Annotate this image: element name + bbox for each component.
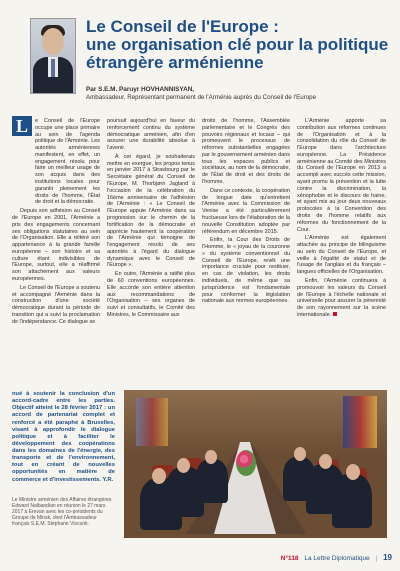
article-title — [86, 18, 390, 72]
paragraph-text: Enfin, l'Arménie continuera à promouvoir les valeurs du Conseil de l'Europe à l'échelle nationale et universelle pour assurer la pérennité de son rayonnement sur la scène internationale. — [297, 277, 386, 318]
article-column-1 — [12, 118, 100, 327]
photo-caption: Le Ministre arménien des Affaires étrangères Edward Nalbandian en réunion le 27 mars 2017 à Erevan avec les co-présidents du Groupe de Minsk, dont l'Ambassadeur français S.E.M. Stéphane Visconti. — [12, 497, 112, 527]
paragraph: En outre, l'Arménie a ratifié plus de 60 conventions européennes. Elle accorde son entière attention aux recommandations de l'Organisation – ses organes de suivi et consultatifs, le Comité des Ministres, le Commissaire aux — [107, 271, 195, 318]
end-of-article-icon — [333, 312, 337, 316]
title-line-2: une organisation clé pour la politique — [86, 34, 389, 54]
paragraph: L'Arménie apporte sa contribution aux réformes continues de l'Organisation et à la consolidation du rôle du Conseil de l'Europe dans l'architecture européenne. La Présidence arménienne au Comité des Ministres du Conseil de l'Europe en 2013 a accompli avec succès cette mission, ayant promu la prévention et la lutte contre la discrimination, la xénophobie et le discours de haine, et ayant mis au jour deux nouveaux protocoles à la Convention des droits de l'homme relatifs aux réformes du fonctionnement de la Cour. — [297, 118, 386, 233]
author-role: Ambassadeur, Représentant permanent de l'Arménie auprès du Conseil de l'Europe — [86, 93, 317, 101]
dropcap-letter: L — [12, 116, 32, 136]
flower-arrangement-icon — [236, 450, 256, 476]
paragraph: Dans ce contexte, la coopération de longue date qu'entretient l'Arménie avec la Commission de Venise a été particulièrement fructueuse lors de l'élaboration de la nouvelle Constitution adoptée par référendum en décembre 2015. — [202, 187, 290, 235]
flag-icon — [343, 396, 377, 448]
page-footer — [222, 551, 392, 565]
paragraph: Le Conseil de l'Europe a soutenu et accompagné l'Arménie dans la construction d'une société démocratique durant la période de transition qui a suivi la proclamation de l'indépendance. Ce dialogue se — [12, 284, 100, 325]
author-portrait — [30, 18, 76, 94]
issue-number: N°118 — [280, 555, 299, 562]
article-column-2 — [107, 118, 195, 321]
paragraph: Depuis son adhésion au Conseil de l'Europe en 2001, l'Arménie a pris des engagements concernant ses obligations statutaires au sein de l'Organisation. Elle a réitéré son appartenance à la grande famille européenne – son histoire et sa culture étant indivisibles de l'Europe, surtout, elle a réaffirmé son attachement aux valeurs européennes. — [12, 208, 100, 282]
flag-icon — [136, 398, 168, 446]
paragraph: Enfin, la Cour des Droits de l'Homme, le « joyau de la couronne » du système conventionnel du Conseil de l'Europe, revêt une importance cruciale pour restituer, en cas de violation, les droits individuels, de même que sa jurisprudence est fondamentale pour conformer la législation nationale aux normes européennes. — [202, 237, 290, 305]
magazine-name: La Lettre Diplomatique — [304, 555, 370, 562]
highlight-text: nué à soutenir la conclusion d'un accord-cadre entre les parties. Objectif atteint le 28 février 2017 : un accord de partenariat complet et renforcé a été paraphé à Bruxelles, visant à approfondir le dialogue politique et à faciliter le développement des coopérations dans les domaines de l'énergie, des transports et de l'environnement, tout en créant de nouvelles opportunités en matière de commerce et d'investissements. Y.R. — [12, 391, 115, 483]
paragraph: L'Arménie est également attachée au principe de bilinguisme au sein du Conseil de l'Europe, et veille à l'égalité de statut et de l'usage de l'anglais et du français – langues officielles de l'Organisation. — [297, 235, 386, 276]
author-name: Par S.E.M. Paruyr HOVHANNISYAN, — [86, 86, 195, 93]
footer-separator: | — [375, 555, 378, 562]
article-byline — [86, 86, 390, 101]
meeting-photo — [124, 390, 387, 538]
paragraph: e Conseil de l'Europe occupe une place primaire au sein de l'agenda politique de l'Arménie. Les autorités arméniennes manifestent, en effet, un engagement résolu pour faire un meilleur usage de son acquis dans des institutions locales pour garantir pleinement les droits de l'homme, l'État de droit et la démocratie. — [35, 118, 100, 206]
paragraph — [297, 278, 386, 319]
paragraph: poursuit aujourd'hui en faveur du renforcement continu du système démocratique arménien, afin d'en assurer une durabilité absolue à l'avenir. — [107, 118, 195, 152]
article-column-3 — [202, 118, 290, 307]
title-line-3: étrangère arménienne — [86, 52, 264, 72]
paragraph: droits de l'homme, l'Assemblée parlementaire et le Congrès des pouvoirs régionaux et locaux – qui promeuvent le processus de réformes substantielles engagées par le gouvernement arménien dans tous les espaces publics et sociétaux, au nom de la démocratie, de l'État de droit et des droits de l'homme. — [202, 118, 290, 186]
paragraph: À cet égard, je souhaiterais mettre en exergue, les propos tenus en janvier 2017 à Strasbourg par le Secrétaire général du Conseil de l'Europe, M. Thorbjørn Jagland à l'occasion de la célébration du 16ème anniversaire de l'adhésion de l'Arménie : « Le Conseil de l'Europe appuie l'Arménie dans sa progression sur le chemin de la fortification de la démocratie et apprécie hautement la coopération de l'Arménie qui témoigne de l'engagement résolu de ses autorités à l'égard du dialogue dynamique avec le Conseil de l'Europe ». — [107, 153, 195, 269]
page-number: 19 — [383, 553, 392, 562]
title-line-1: Le Conseil de l'Europe : — [86, 17, 279, 36]
article-column-4 — [297, 118, 386, 321]
